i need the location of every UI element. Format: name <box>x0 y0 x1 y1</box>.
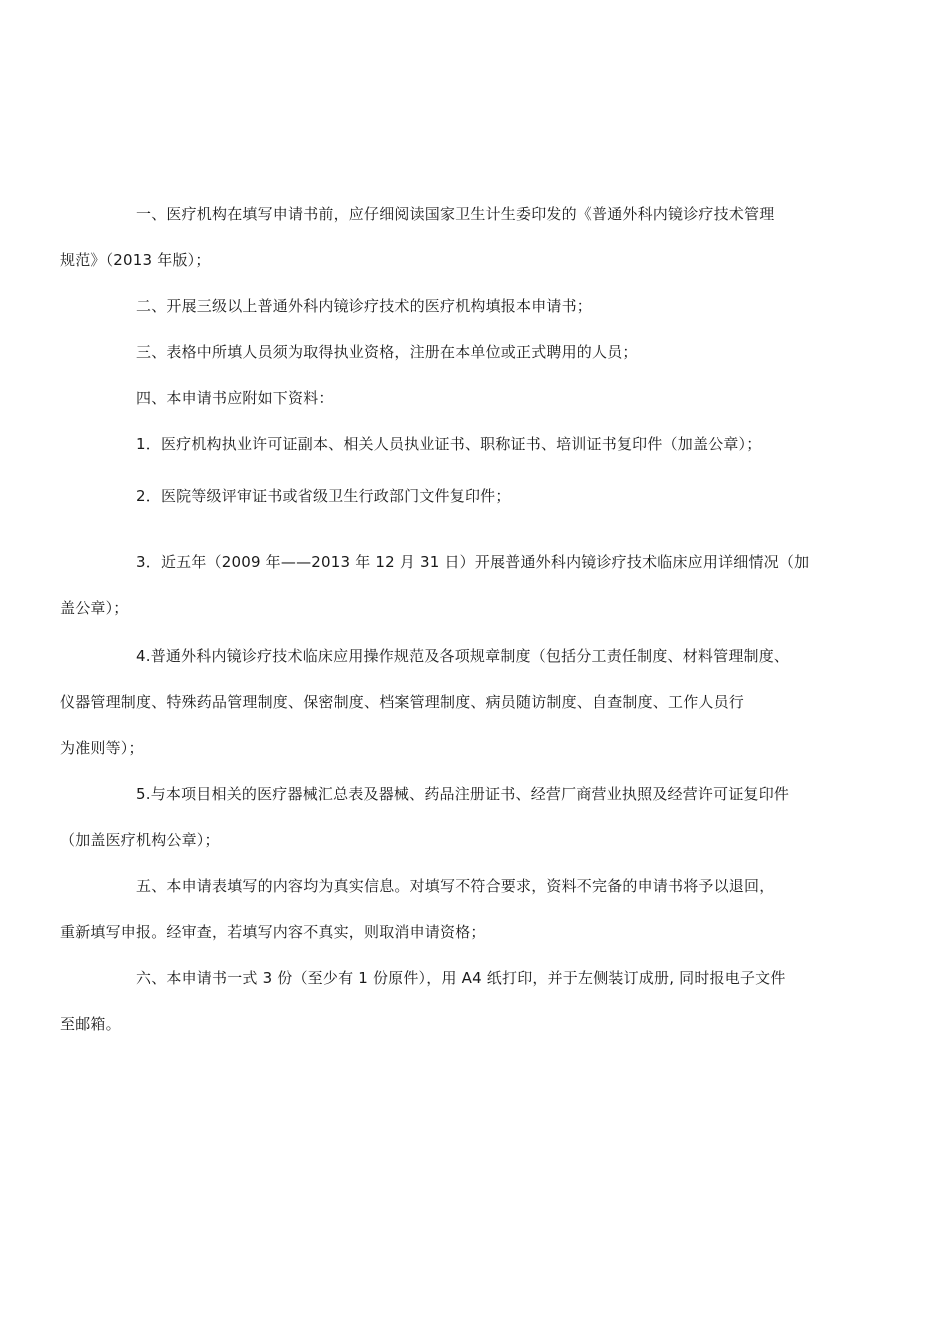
instruction-2 <box>98 283 870 329</box>
attachment-4-line-1: 4.普通外科内镜诊疗技术临床应用操作规范及各项规章制度（包括分工责任制度、材料管理制度、 <box>136 647 790 665</box>
attachment-5-line-2: （加盖医疗机构公章）； <box>60 831 220 849</box>
instruction-4-line-1: 四、本申请书应附如下资料： <box>136 389 334 407</box>
instruction-1 <box>60 191 870 283</box>
instruction-6-line-2: 至邮箱。 <box>60 1015 121 1033</box>
attachment-5-line-1: 5.与本项目相关的医疗器械汇总表及器械、药品注册证书、经营厂商营业执照及经营许可证复印件 <box>136 785 790 803</box>
instruction-1-line-2: 规范》（2013 年版）； <box>60 251 211 269</box>
instruction-1-line-1: 一、医疗机构在填写申请书前，应仔细阅读国家卫生计生委印发的《普通外科内镜诊疗技术管理 <box>136 205 775 223</box>
instruction-5-line-1: 五、本申请表填写的内容均为真实信息。对填写不符合要求，资料不完备的申请书将予以退回， <box>136 877 775 895</box>
attachment-5 <box>60 771 870 863</box>
attachment-2-line-1: 2．医院等级评审证书或省级卫生行政部门文件复印件； <box>136 487 511 505</box>
instruction-3-line-1: 三、表格中所填人员须为取得执业资格，注册在本单位或正式聘用的人员； <box>136 343 638 361</box>
attachment-2 <box>98 473 870 519</box>
instruction-6 <box>60 955 870 1047</box>
attachment-3-line-2: 盖公章）； <box>60 599 129 617</box>
attachment-4-line-3: 为准则等）； <box>60 739 144 757</box>
instruction-2-line-1: 二、开展三级以上普通外科内镜诊疗技术的医疗机构填报本申请书； <box>136 297 593 315</box>
attachment-4-line-2: 仪器管理制度、特殊药品管理制度、保密制度、档案管理制度、病员随访制度、自查制度、工作人员行 <box>60 693 745 711</box>
attachment-4 <box>60 633 870 771</box>
instruction-5 <box>60 863 870 955</box>
attachment-3 <box>60 539 870 631</box>
instruction-3 <box>98 329 870 375</box>
instruction-4 <box>98 375 870 421</box>
instruction-6-line-1: 六、本申请书一式 3 份（至少有 1 份原件），用 A4 纸打印，并于左侧装订成册, 同时报电子文件 <box>136 969 786 987</box>
attachment-1 <box>98 421 870 467</box>
attachment-3-line-1: 3．近五年（2009 年——2013 年 12 月 31 日）开展普通外科内镜诊疗技术临床应用详细情况（加 <box>136 553 810 571</box>
instruction-5-line-2: 重新填写申报。经审查，若填写内容不真实，则取消申请资格； <box>60 923 486 941</box>
attachment-1-line-1: 1．医疗机构执业许可证副本、相关人员执业证书、职称证书、培训证书复印件（加盖公章）； <box>136 435 762 453</box>
